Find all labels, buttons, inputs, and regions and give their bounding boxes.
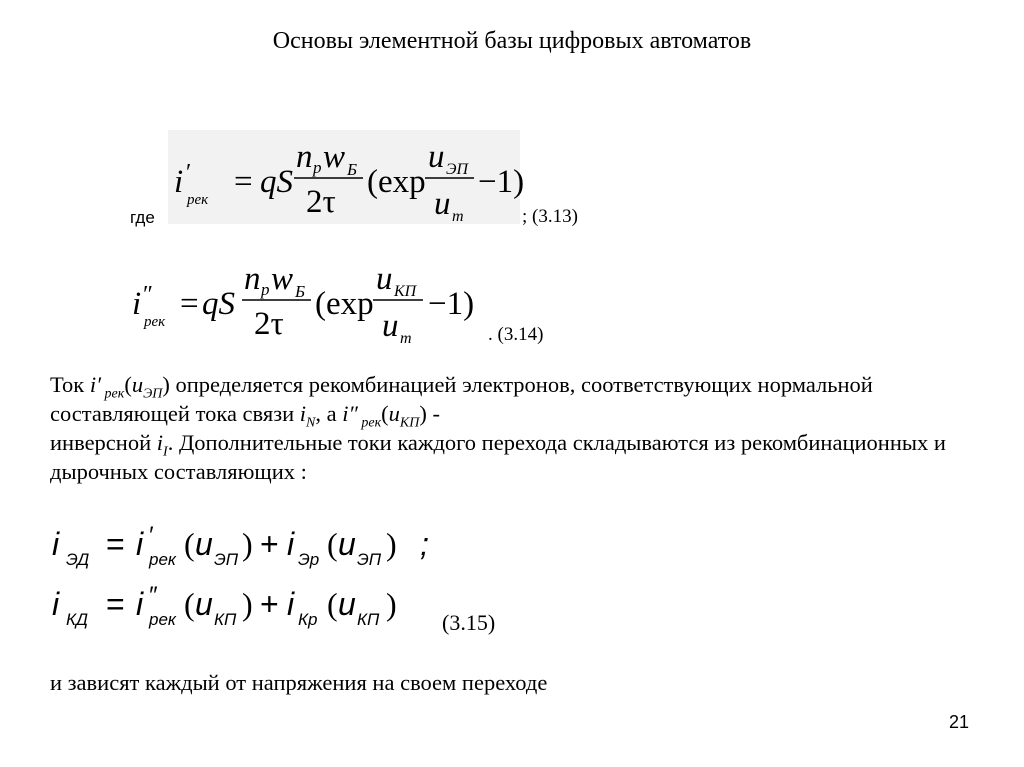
row2-plus: + [260,586,279,622]
row1-rec-current: i [136,526,144,562]
equation-label-3-14: . (3.14) [488,324,544,345]
current-forward: i′ [89,372,102,397]
row2-sub: КД [66,610,88,629]
denominator: 2τ [254,306,284,342]
lhs-prime: ′ [186,160,192,186]
numerator-n: n [244,261,261,297]
row1-voltage-2: u [338,526,356,562]
svg-text:(: ( [184,586,195,622]
svg-text:): ) [386,526,397,562]
svg-text:ЭП: ЭП [357,550,382,569]
row1-equals: = [106,526,125,562]
exp-close: −1) [428,286,475,322]
denominator: 2τ [306,184,336,220]
row2-voltage-2: u [338,586,356,622]
voltage-subscript: КП [394,283,417,300]
numerator-p: p [313,158,322,177]
row1-prime: ′ [148,522,153,549]
numerator-b: Б [295,282,306,301]
exp-close: −1) [478,164,525,200]
current-inverse: i″ [342,401,358,426]
svg-text:КП: КП [357,610,380,629]
equals-sign: = [234,164,253,200]
voltage-u: u [376,261,393,297]
thermal-subscript: m [400,330,412,347]
qs-factor: qS [202,286,235,322]
numerator-b: Б [347,160,358,179]
thermal-u: u [434,186,451,222]
svg-text:Эр: Эр [298,550,320,569]
qs-factor: qS [260,164,293,200]
lhs-subscript: рек [144,314,166,330]
svg-text:ЭП: ЭП [214,550,239,569]
lhs-current: i [174,164,184,200]
row1-current: i [52,526,60,562]
row2-hole-current: i [287,586,295,622]
slide-title: Основы элементной базы цифровых автоматов [272,28,752,54]
svg-text:): ) [242,586,253,622]
row1-hole-current: i [287,526,295,562]
equation-label-3-15: (3.15) [442,610,496,635]
where-label: где [130,208,155,227]
lhs-prime: ″ [143,282,153,308]
current-normal: i [299,401,307,426]
equation-label-3-13: ; (3.13) [522,206,578,227]
svg-text:(: ( [184,526,195,562]
svg-text:КП: КП [214,610,237,629]
formula-3-13 [160,130,540,230]
lhs-subscript: рек [187,192,209,208]
svg-text:(: ( [327,586,338,622]
svg-text:(: ( [327,526,338,562]
formula-3-14 [118,254,498,354]
current-i: i [156,430,164,455]
row2-rec-sub: рек [149,610,176,629]
description-paragraph: Ток i′ $_{рек}(u_{ЭП})$ определяется рекомбинацией электронов, соответствующих нормальной составляющей тока связи $i_N$, а i″ $_{рек}(u_{КП})$ - инверсной $i_I$. Дополнительные токи каждого перехода складываются из рекомбинационных и дырочных составляющих : [50,372,946,484]
numerator-n: n [296,139,313,175]
row1-semicolon: ; [420,526,429,562]
voltage-u: u [428,139,445,175]
row2-prime: ″ [148,582,157,609]
row2-equals: = [106,586,125,622]
svg-text:): ) [386,586,397,622]
numerator-p: p [261,280,270,299]
exp-open: (exp [315,286,374,322]
thermal-subscript: m [452,208,464,225]
exp-open: (exp [367,164,426,200]
voltage-subscript: ЭП [446,161,469,178]
lhs-current: i [132,286,142,322]
numerator-w: w [271,261,294,297]
page-number: 21 [948,712,969,732]
row1-plus: + [260,526,279,562]
svg-text:): ) [242,526,253,562]
thermal-u: u [382,308,399,344]
row2-voltage: u [195,586,213,622]
row1-voltage: u [195,526,213,562]
row1-rec-sub: рек [149,550,176,569]
formula-3-15 [44,515,464,635]
svg-text:Кр: Кр [298,610,318,629]
row2-current: i [52,586,60,622]
row2-rec-current: i [136,586,144,622]
numerator-w: w [323,139,346,175]
equals-sign: = [180,286,199,322]
row1-sub: ЭД [66,550,90,569]
closing-sentence: и зависят каждый от напряжения на своем переходе [50,670,548,695]
